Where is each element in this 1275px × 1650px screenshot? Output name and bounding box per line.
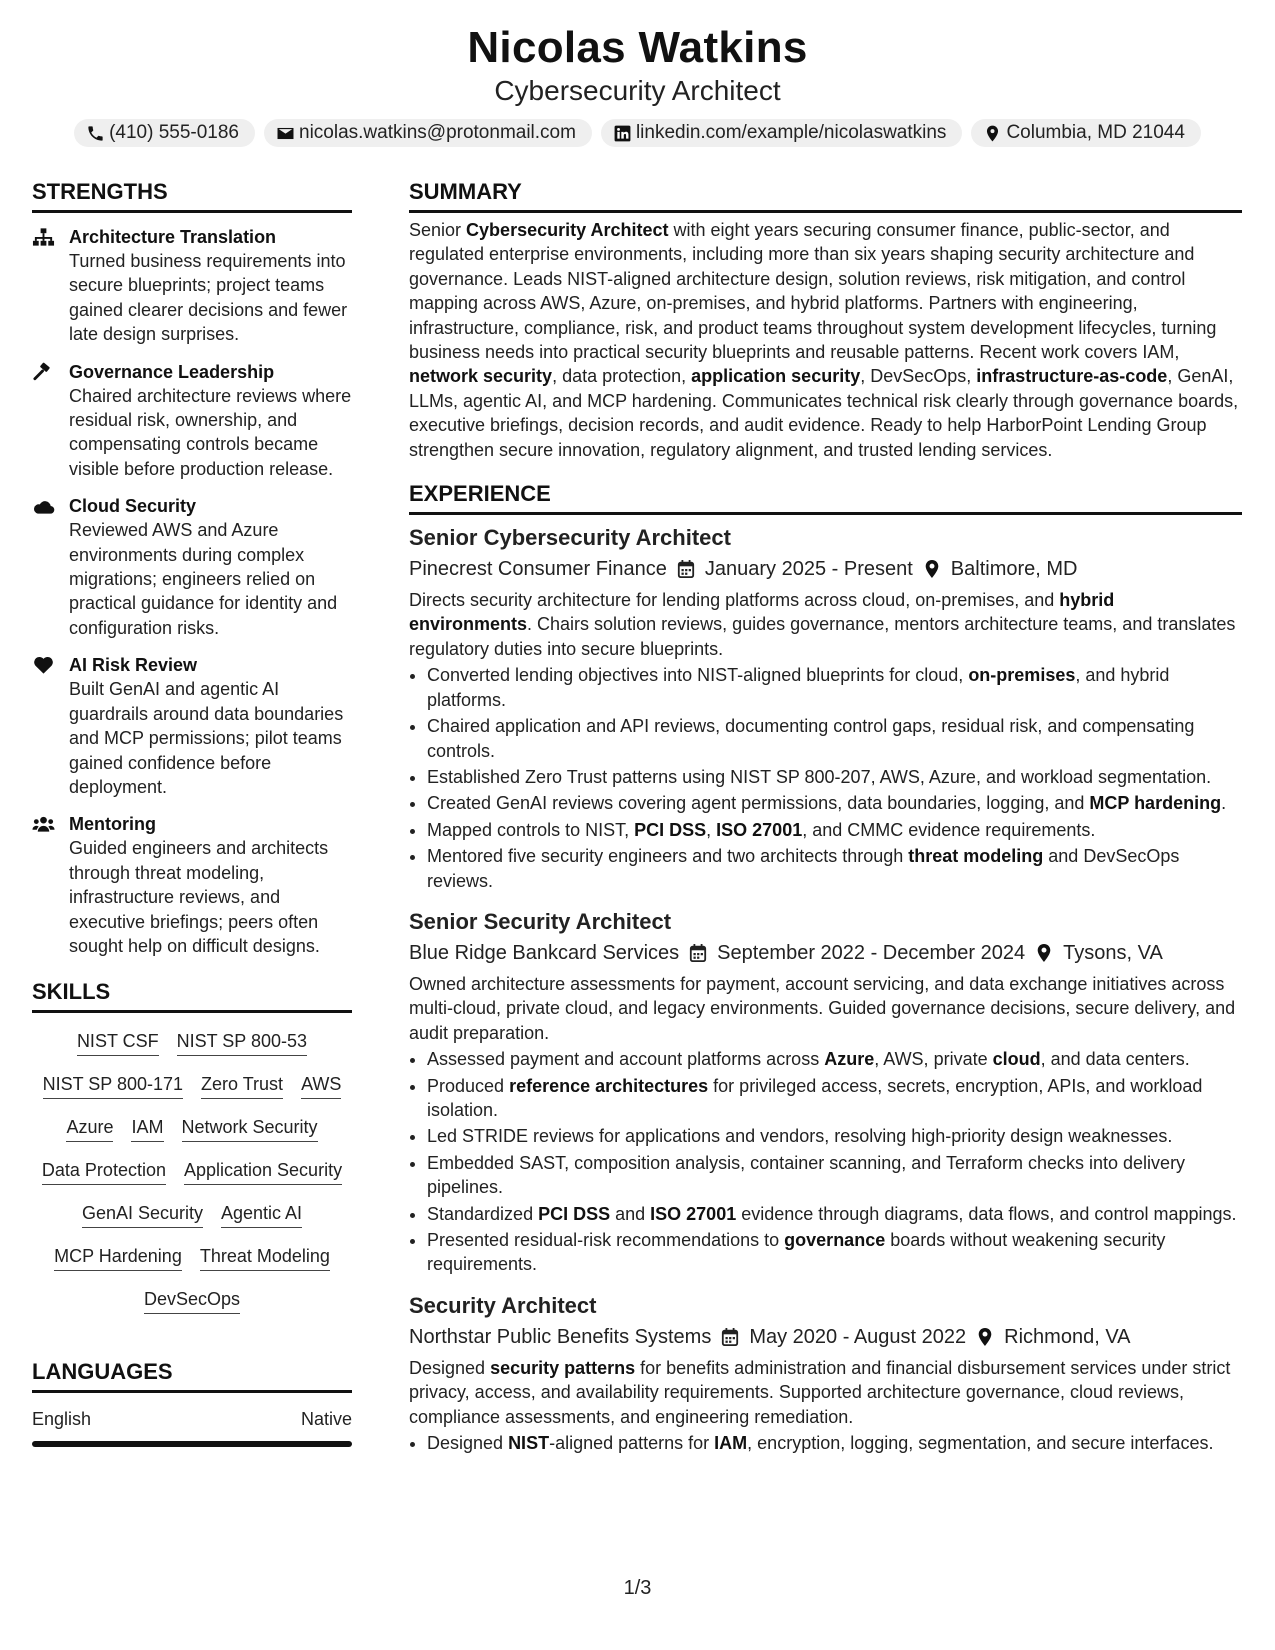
email-pill[interactable] [264,119,592,147]
skills-list [32,1029,352,1314]
bold-text: IAM [714,1433,748,1454]
calendar-icon [689,943,707,963]
text-run: Directs security architecture for lending platforms across cloud, on-premises, and [409,590,1060,611]
text-run: -aligned patterns for [549,1433,715,1454]
bullet-item [427,1124,1242,1148]
language-proficiency-bar [32,1441,352,1447]
map-pin-icon [976,1327,994,1347]
text-run: Designed [409,1357,491,1378]
bullet-item [427,818,1242,842]
strength-body [69,360,352,482]
text-run: with eight years securing consumer finance, public-sector, and regulated enterprise environments, including more than six years shaping security architecture and governance. Leads NIST-aligned architecture design, solution reviews, risk mitigation, and control mapping across AWS, Azure, on-premises, and hybrid platforms. Partners with engineering, infrastructure, compliance, risk, and product teams throughout system development lifecycles, turning business needs into practical security blueprints and reusable patterns. Recent work covers IAM, [409,220,1217,363]
bullet-item [427,791,1242,815]
text-run: Created GenAI reviews covering agent permissions, data boundaries, logging, and [427,793,1090,814]
skill-tag: AWS [301,1072,341,1099]
job-location: Tysons, VA [1063,941,1163,964]
bold-text: on-premises [968,665,1076,686]
job-entry [409,523,1242,893]
text-run: Embedded SAST, composition analysis, container scanning, and Terraform checks into delivery pipelines. [427,1152,1186,1198]
bullet-item [427,844,1242,893]
sitemap-icon [32,225,56,347]
heart-icon [32,653,56,799]
strength-item [32,812,352,958]
linkedin-text: linkedin.com/example/nicolaswatkins [635,122,947,143]
bullet-item [427,663,1242,712]
strengths-list [32,225,352,958]
bold-text: reference architectures [509,1075,709,1096]
text-run: Produced [427,1075,510,1096]
strength-body [69,225,352,347]
contact-bar [0,119,1275,147]
bullet-item [427,1202,1242,1226]
skill-tag: NIST CSF [77,1029,159,1056]
candidate-role: Cybersecurity Architect [494,75,781,106]
job-dates: January 2025 - Present [704,558,913,581]
bold-text: governance [784,1230,886,1250]
experience-heading: EXPERIENCE [409,480,1242,515]
bold-text: hybrid environments [409,590,1115,635]
linkedin-icon [613,124,632,143]
job-bullets [409,1047,1242,1277]
resume-header [0,22,1275,147]
text-run: Mentored five security engineers and two architects through [427,846,909,867]
job-bullets [409,663,1242,893]
text-run: Standardized [427,1203,539,1224]
text-run: , [706,819,717,840]
text-run: Mapped controls to NIST, [427,819,635,840]
text-run: , AWS, private [874,1049,993,1070]
text-run: Chaired application and API reviews, documenting control gaps, residual risk, and compensating controls. [427,716,1195,761]
languages-list [32,1407,352,1447]
users-icon [32,812,56,958]
cloud-icon [32,494,56,640]
strength-item [32,360,352,482]
bullet-item [427,765,1242,789]
text-run: . Chairs solution reviews, guides governance, mentors architecture teams, and translates regulatory duties into secure blueprints. [409,614,1236,659]
text-run: , data protection, [552,366,692,387]
skill-tag: Azure [66,1115,113,1142]
strength-description: Reviewed AWS and Azure environments during complex migrations; engineers relied on practical guidance for identity and configuration risks. [69,520,338,638]
text-run: and [610,1203,651,1224]
strength-title: Mentoring [69,814,156,835]
email-text: nicolas.watkins@protonmail.com [299,122,576,143]
bold-text: PCI DSS [634,819,707,840]
text-run: , GenAI, LLMs, agentic AI, and MCP hardening. Communicates technical risk clearly through governance boards, executive briefings, decision records, and audit evidence. Ready to help HarborPoint Lending Group strengthen secure innovation, regulatory alignment, and trusted lending services. [409,366,1239,460]
bold-text: cloud [992,1049,1041,1070]
linkedin-pill[interactable] [601,119,962,147]
skill-tag: DevSecOps [144,1287,240,1314]
page-number: 1/3 [623,1577,652,1599]
job-company: Blue Ridge Bankcard Services [409,941,680,964]
bullet-item [427,1074,1242,1123]
job-entry [409,907,1242,1277]
job-description [409,972,1242,1045]
text-run: Designed [427,1433,509,1454]
location-text: Columbia, MD 21044 [1006,122,1185,143]
strength-item [32,225,352,347]
strength-body [69,812,352,958]
job-description [409,1356,1242,1429]
job-description [409,588,1242,661]
summary-heading: SUMMARY [409,178,1242,213]
strength-item [32,494,352,640]
bold-text: threat modeling [908,846,1044,867]
job-dates: September 2022 - December 2024 [717,941,1026,964]
bold-text: infrastructure-as-code [976,366,1168,387]
phone-text: (410) 555-0186 [109,122,239,143]
job-company: Pinecrest Consumer Finance [409,558,667,581]
strength-title: AI Risk Review [69,655,198,676]
text-run: for privileged access, secrets, encryption, APIs, and workload isolation. [427,1075,1203,1120]
strength-title: Architecture Translation [69,227,277,247]
text-run: Owned architecture assessments for payment, account servicing, and data exchange initiatives across multi-cloud, private cloud, and legacy environments. Guided governance decisions, secure delivery, and audit preparation. [409,973,1236,1043]
phone-pill[interactable] [74,119,255,147]
language-row [32,1407,352,1431]
skills-heading: SKILLS [32,978,352,1013]
language-name: English [32,1409,92,1430]
text-run: , and CMMC evidence requirements. [802,819,1096,840]
job-company: Northstar Public Benefits Systems [409,1325,712,1348]
map-pin-icon [1035,943,1053,963]
bold-text: Cybersecurity Architect [466,220,669,240]
skill-tag: Zero Trust [201,1072,283,1099]
right-column [409,178,1242,1457]
gavel-icon [32,360,56,482]
skill-tag: MCP Hardening [54,1244,182,1271]
calendar-icon [677,559,695,579]
skill-tag: Agentic AI [221,1201,302,1228]
text-run: . [1221,793,1227,814]
skill-tag: NIST SP 800-53 [177,1029,307,1056]
job-location: Baltimore, MD [950,558,1078,581]
skill-tag: Data Protection [42,1158,166,1185]
bold-text: PCI DSS [538,1203,611,1224]
bullet-item [427,1228,1242,1277]
job-meta [409,1323,1242,1351]
job-title: Security Architect [409,1292,597,1318]
strength-description: Built GenAI and agentic AI guardrails around data boundaries and MCP permissions; pilot teams gained confidence before deployment. [69,679,344,797]
text-run: Presented residual-risk recommendations to [427,1230,785,1250]
bold-text: MCP hardening [1089,793,1222,814]
bullet-item [427,1151,1242,1200]
skill-tag: NIST SP 800-171 [43,1072,183,1099]
job-entry [409,1291,1242,1456]
left-column [32,178,352,1447]
job-title: Senior Security Architect [409,908,672,934]
phone-icon [86,124,105,143]
bold-text: network security [409,366,553,387]
skill-tag: Network Security [182,1115,318,1142]
text-run: evidence through diagrams, data flows, and control mappings. [736,1203,1237,1224]
bold-text: NIST [508,1433,550,1454]
text-run: Led STRIDE reviews for applications and vendors, resolving high-priority design weaknesses. [427,1126,1173,1147]
strengths-heading: STRENGTHS [32,178,352,213]
text-run: Senior [409,220,467,240]
job-bullets [409,1431,1242,1455]
bold-text: Azure [824,1049,875,1070]
strength-description: Turned business requirements into secure blueprints; project teams gained clearer decisions and fewer late design surprises. [69,251,348,345]
strength-title: Cloud Security [69,496,197,517]
map-pin-icon [983,124,1002,143]
language-level: Native [300,1409,352,1430]
skill-tag: Threat Modeling [200,1244,330,1271]
bold-text: security patterns [490,1357,636,1378]
bullet-item [427,714,1242,763]
text-run: boards without weakening security requirements. [427,1230,1166,1275]
skill-tag: Application Security [184,1158,342,1185]
bold-text: application security [691,366,861,387]
envelope-icon [276,124,295,143]
languages-heading: LANGUAGES [32,1358,352,1393]
strength-body [69,653,352,799]
strength-title: Governance Leadership [69,361,275,382]
text-run: , encryption, logging, segmentation, and secure interfaces. [747,1433,1214,1454]
bullet-item [427,1047,1242,1071]
jobs-list [409,523,1242,1455]
job-dates: May 2020 - August 2022 [749,1325,967,1348]
candidate-name: Nicolas Watkins [467,23,808,72]
strength-description: Chaired architecture reviews where residual risk, ownership, and compensating controls became visible before production release. [69,385,352,479]
job-meta [409,555,1242,583]
bold-text: ISO 27001 [716,819,803,840]
text-run: Established Zero Trust patterns using NIST SP 800-207, AWS, Azure, and workload segmentation. [427,766,1212,787]
text-run: , and hybrid platforms. [427,665,1170,710]
bullet-item [427,1431,1242,1455]
job-title: Senior Cybersecurity Architect [409,525,731,551]
text-run: Assessed payment and account platforms across [427,1049,825,1070]
job-meta [409,939,1242,967]
summary-text [409,218,1242,462]
calendar-icon [721,1327,739,1347]
text-run: , DevSecOps, [860,366,977,387]
strength-body [69,494,352,640]
skill-tag: IAM [131,1115,163,1142]
text-run: for benefits administration and financial disbursement services under strict privacy, access, and availability requirements. Supported architecture governance, cloud reviews, compliance assessments, and engineering remediation. [409,1357,1231,1427]
job-location: Richmond, VA [1004,1325,1131,1348]
text-run: Converted lending objectives into NIST-aligned blueprints for cloud, [427,665,969,686]
text-run: and DevSecOps reviews. [427,846,1180,891]
location-pill [971,119,1200,147]
skill-tag: GenAI Security [82,1201,203,1228]
text-run: , and data centers. [1040,1049,1190,1070]
map-pin-icon [923,559,941,579]
strength-item [32,653,352,799]
bold-text: ISO 27001 [650,1203,737,1224]
strength-description: Guided engineers and architects through threat modeling, infrastructure reviews, and executive briefings; peers often sought help on difficult designs. [69,838,329,956]
